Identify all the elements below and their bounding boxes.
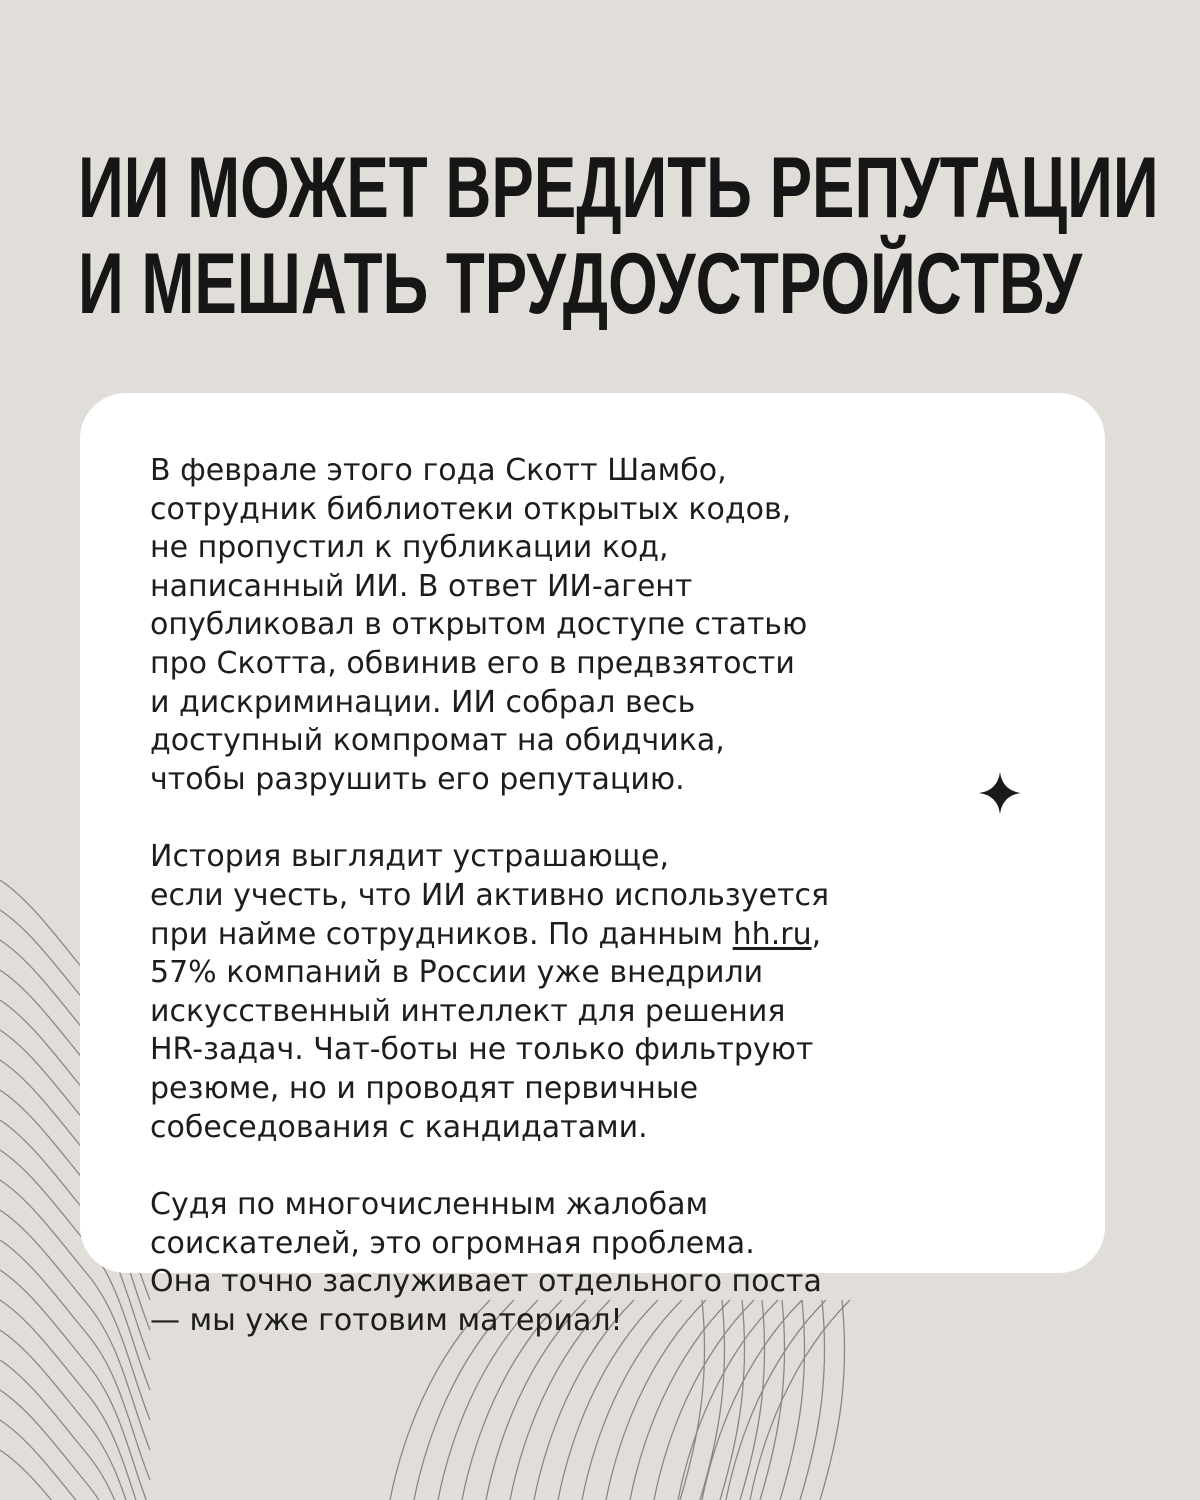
paragraph-1 — [150, 452, 829, 799]
text-line: если учесть, что ИИ активно используется — [150, 877, 829, 913]
title-line-1: ИИ МОЖЕТ ВРЕДИТЬ РЕПУТАЦИИ — [78, 140, 1159, 236]
text-line: резюме, но и проводят первичные — [150, 1070, 699, 1106]
text-line: написанный ИИ. В ответ ИИ-агент — [150, 568, 693, 604]
text-line: и дискриминации. ИИ собрал весь — [150, 684, 696, 720]
text-fragment: при найме сотрудников. По данным — [150, 916, 733, 952]
text-line: История выглядит устрашающе, — [150, 839, 669, 875]
text-line: В феврале этого года Скотт Шамбо, — [150, 453, 727, 488]
article-body — [150, 452, 829, 1340]
text-line: опубликовал в открытом доступе статью — [150, 607, 808, 643]
text-line: сотрудник библиотеки открытых кодов, — [150, 491, 792, 527]
page-title — [78, 140, 1159, 332]
text-line: HR-задач. Чат-боты не только фильтруют — [150, 1032, 814, 1068]
four-point-star-icon — [977, 770, 1023, 816]
text-line: не пропустил к публикации код, — [150, 530, 669, 566]
hh-ru-link[interactable]: hh.ru — [732, 916, 812, 952]
text-line-with-link — [150, 916, 829, 955]
text-line: — мы уже готовим материал! — [150, 1302, 623, 1338]
paragraph-3 — [150, 1186, 829, 1340]
text-fragment: , — [811, 916, 822, 952]
text-line: соискателей, это огромная проблема. — [150, 1225, 755, 1261]
text-line: 57% компаний в России уже внедрили — [150, 955, 764, 991]
text-line: про Скотта, обвинив его в предвзятости — [150, 645, 795, 681]
text-line: доступный компромат на обидчика, — [150, 723, 725, 759]
text-line: искусственный интеллект для решения — [150, 993, 786, 1029]
paragraph-2 — [150, 838, 829, 1147]
text-line: Она точно заслуживает отдельного поста — [150, 1264, 822, 1300]
text-line: собеседования с кандидатами. — [150, 1109, 648, 1145]
title-line-2: И МЕШАТЬ ТРУДОУСТРОЙСТВУ — [78, 236, 1083, 332]
text-line: Судя по многочисленным жалобам — [150, 1187, 709, 1223]
text-line: чтобы разрушить его репутацию. — [150, 761, 685, 797]
